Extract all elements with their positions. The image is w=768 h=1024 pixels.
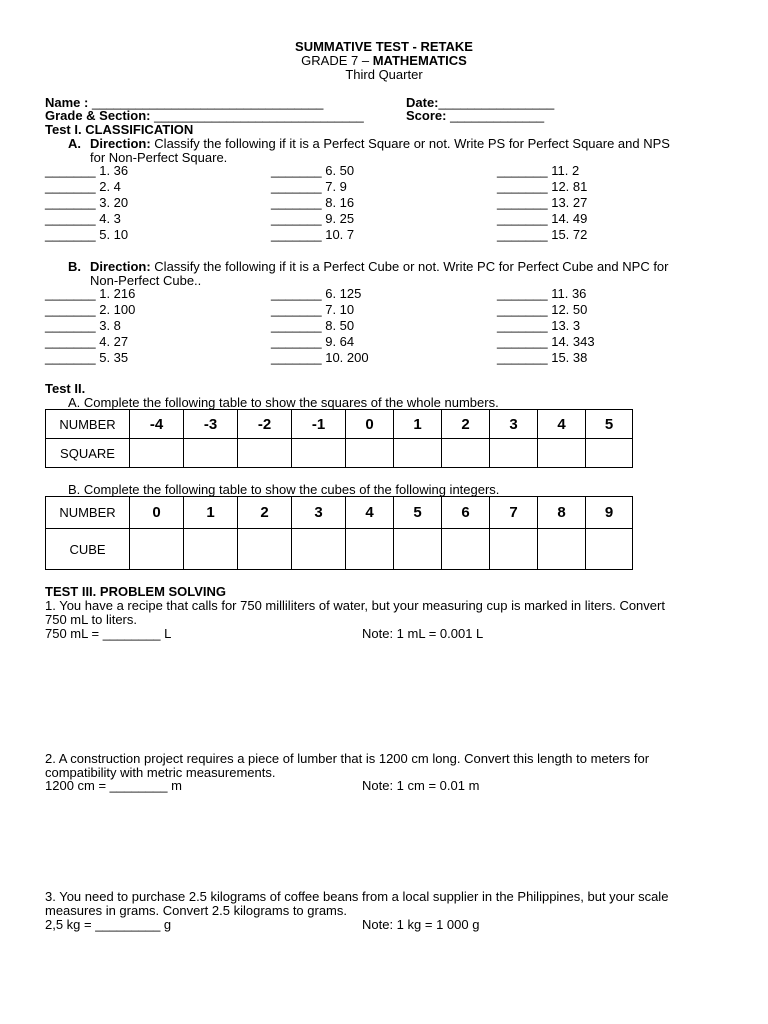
name-label: Name : <box>45 95 89 110</box>
test1b-direction-label: Direction: <box>90 259 151 274</box>
classification-item[interactable]: _______ 10. 7 <box>271 227 355 242</box>
problem1-text-cont: 750 mL to liters. <box>45 612 138 627</box>
classification-item[interactable]: _______ 2. 100 <box>45 302 136 317</box>
classification-item[interactable]: _______ 2. 4 <box>45 179 121 194</box>
classification-item[interactable]: _______ 7. 10 <box>271 302 355 317</box>
cube-number-cell: 3 <box>292 497 346 529</box>
name-blank[interactable]: ________________________________ <box>91 95 324 110</box>
cube-answer-cell[interactable] <box>130 529 184 570</box>
square-number-cell: 2 <box>442 410 490 439</box>
cube-answer-cell[interactable] <box>292 529 346 570</box>
problem1-equation[interactable]: 750 mL = ________ L <box>45 626 172 641</box>
cube-answer-cell[interactable] <box>586 529 633 570</box>
quarter: Third Quarter <box>345 67 423 82</box>
number-label: NUMBER <box>46 497 130 529</box>
cube-answer-cell[interactable] <box>442 529 490 570</box>
classification-item[interactable]: _______ 4. 27 <box>45 334 129 349</box>
grade-subject <box>0 53 768 68</box>
classification-item[interactable]: _______ 11. 36 <box>497 286 587 301</box>
classification-item[interactable]: _______ 8. 16 <box>271 195 355 210</box>
test2b-instruction: B. Complete the following table to show the cubes of the following integers. <box>68 482 500 497</box>
classification-item[interactable]: _______ 15. 38 <box>497 350 588 365</box>
classification-item[interactable]: _______ 4. 3 <box>45 211 121 226</box>
square-answer-cell[interactable] <box>490 439 538 468</box>
square-number-cell: 3 <box>490 410 538 439</box>
score-blank[interactable]: _____________ <box>446 108 545 123</box>
test1a-direction <box>90 136 670 151</box>
classification-item[interactable]: _______ 5. 10 <box>45 227 129 242</box>
classification-item[interactable]: _______ 8. 50 <box>271 318 355 333</box>
problem3-text: 3. You need to purchase 2.5 kilograms of coffee beans from a local supplier in the Philippines, but your scale <box>45 889 669 904</box>
classification-item[interactable]: _______ 13. 27 <box>497 195 588 210</box>
classification-item[interactable]: _______ 13. 3 <box>497 318 581 333</box>
classification-item[interactable]: _______ 5. 35 <box>45 350 129 365</box>
square-number-cell: -4 <box>130 410 184 439</box>
classification-item[interactable]: _______ 1. 36 <box>45 163 129 178</box>
classification-item[interactable]: _______ 3. 8 <box>45 318 121 333</box>
classification-item[interactable]: _______ 12. 81 <box>497 179 588 194</box>
problem1-note: Note: 1 mL = 0.001 L <box>362 626 484 641</box>
score-label: Score: <box>406 108 447 123</box>
square-answer-cell[interactable] <box>184 439 238 468</box>
square-number-cell: -1 <box>292 410 346 439</box>
test1a-direction-label: Direction: <box>90 136 151 151</box>
problem1-text: 1. You have a recipe that calls for 750 milliliters of water, but your measuring cup is marked in liters. Convert <box>45 598 665 613</box>
square-number-cell: -3 <box>184 410 238 439</box>
cube-answer-cell[interactable] <box>238 529 292 570</box>
cube-number-cell: 6 <box>442 497 490 529</box>
classification-item[interactable]: _______ 14. 343 <box>497 334 595 349</box>
cube-number-cell: 0 <box>130 497 184 529</box>
squares-number-row <box>46 410 633 439</box>
square-number-cell: -2 <box>238 410 292 439</box>
square-answer-cell[interactable] <box>394 439 442 468</box>
classification-item[interactable]: _______ 7. 9 <box>271 179 347 194</box>
cube-answer-cell[interactable] <box>346 529 394 570</box>
classification-item[interactable]: _______ 6. 50 <box>271 163 355 178</box>
test1b-direction-text: Classify the following if it is a Perfect Cube or not. Write PC for Perfect Cube and NPC for <box>154 259 669 274</box>
classification-item[interactable]: _______ 6. 125 <box>271 286 362 301</box>
test3-title: TEST III. PROBLEM SOLVING <box>45 584 227 599</box>
test1b-direction <box>90 259 669 274</box>
test1a-direction-text: Classify the following if it is a Perfect Square or not. Write PS for Perfect Square and NPS <box>154 136 670 151</box>
test1a-direction-cont: for Non-Perfect Square. <box>90 150 228 165</box>
cube-answer-cell[interactable] <box>538 529 586 570</box>
square-answer-cell[interactable] <box>346 439 394 468</box>
test2-title: Test II. <box>45 381 86 396</box>
number-label: NUMBER <box>46 410 130 439</box>
square-answer-cell[interactable] <box>586 439 633 468</box>
date-blank[interactable]: ________________ <box>438 95 555 110</box>
problem3-note: Note: 1 kg = 1 000 g <box>362 917 480 932</box>
cube-number-cell: 2 <box>238 497 292 529</box>
test2a-instruction: A. Complete the following table to show the squares of the whole numbers. <box>68 395 499 410</box>
square-label: SQUARE <box>46 439 130 468</box>
problem3-text-cont: measures in grams. Convert 2.5 kilograms to grams. <box>45 903 347 918</box>
cube-answer-cell[interactable] <box>490 529 538 570</box>
score-line <box>406 108 544 123</box>
test1a-marker: A. <box>68 136 81 151</box>
cubes-answer-row <box>46 529 633 570</box>
cube-answer-cell[interactable] <box>394 529 442 570</box>
classification-item[interactable]: _______ 3. 20 <box>45 195 129 210</box>
square-answer-cell[interactable] <box>130 439 184 468</box>
cube-number-cell: 1 <box>184 497 238 529</box>
grade-section-label: Grade & Section: <box>45 108 151 123</box>
square-answer-cell[interactable] <box>442 439 490 468</box>
squares-table <box>45 409 633 468</box>
problem2-equation[interactable]: 1200 cm = ________ m <box>45 778 182 793</box>
test1-title: Test I. CLASSIFICATION <box>45 122 194 137</box>
classification-item[interactable]: _______ 9. 64 <box>271 334 355 349</box>
square-number-cell: 5 <box>586 410 633 439</box>
cube-number-cell: 5 <box>394 497 442 529</box>
grade-section-blank[interactable]: _____________________________ <box>154 108 364 123</box>
cube-number-cell: 7 <box>490 497 538 529</box>
classification-item[interactable]: _______ 11. 2 <box>497 163 580 178</box>
classification-item[interactable]: _______ 15. 72 <box>497 227 588 242</box>
cubes-table <box>45 496 633 570</box>
classification-item[interactable]: _______ 12. 50 <box>497 302 588 317</box>
test1b-marker: B. <box>68 259 81 274</box>
cube-label: CUBE <box>46 529 130 570</box>
square-number-cell: 1 <box>394 410 442 439</box>
square-number-cell: 0 <box>346 410 394 439</box>
squares-answer-row <box>46 439 633 468</box>
classification-item[interactable]: _______ 14. 49 <box>497 211 588 226</box>
classification-item[interactable]: _______ 10. 200 <box>271 350 369 365</box>
cube-answer-cell[interactable] <box>184 529 238 570</box>
problem2-text: 2. A construction project requires a piece of lumber that is 1200 cm long. Convert this length to meters for <box>45 751 650 766</box>
test1b-direction-cont: Non-Perfect Cube.. <box>90 273 202 288</box>
square-answer-cell[interactable] <box>238 439 292 468</box>
problem3-equation[interactable]: 2,5 kg = _________ g <box>45 917 172 932</box>
test-title: SUMMATIVE TEST - RETAKE <box>295 39 473 54</box>
square-answer-cell[interactable] <box>292 439 346 468</box>
date-label: Date: <box>406 95 439 110</box>
square-number-cell: 4 <box>538 410 586 439</box>
problem2-note: Note: 1 cm = 0.01 m <box>362 778 480 793</box>
classification-item[interactable]: _______ 1. 216 <box>45 286 136 301</box>
cube-number-cell: 8 <box>538 497 586 529</box>
classification-item[interactable]: _______ 9. 25 <box>271 211 355 226</box>
cube-number-cell: 4 <box>346 497 394 529</box>
problem2-text-cont: compatibility with metric measurements. <box>45 765 276 780</box>
cube-number-cell: 9 <box>586 497 633 529</box>
grade-prefix: GRADE 7 – <box>301 53 373 68</box>
subject: MATHEMATICS <box>372 53 467 68</box>
grade-section-line <box>45 108 364 123</box>
square-answer-cell[interactable] <box>538 439 586 468</box>
cubes-number-row <box>46 497 633 529</box>
